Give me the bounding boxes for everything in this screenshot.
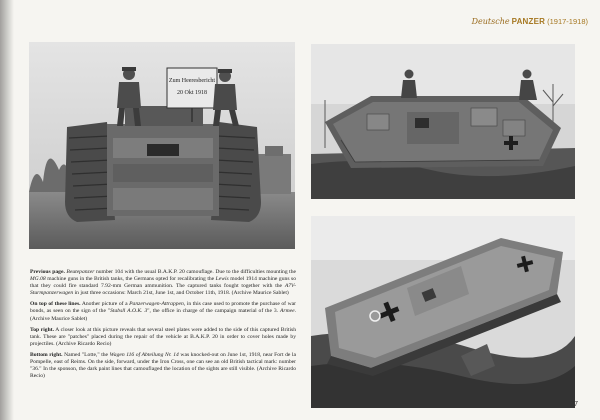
captions: [30, 269, 296, 384]
caption-lead: Previous page.: [30, 269, 65, 275]
running-head: [472, 17, 588, 26]
sign-line-1: Zum Heeresbericht: [168, 78, 216, 84]
caption-on-top-of-these-lines: On top of these lines. Another picture of a Panzerwagen-Attrappen, in this case used to promote the purchase of war bonds, as seen on the sign of the "Stabsll A.O.K. 3", the office in charge of the campaign material of the 3. Armee. (Archive Maurice Sablet): [30, 301, 296, 322]
sign-line-2: 20 Okt 1918: [177, 90, 207, 96]
running-head-years: (1917-1918): [547, 17, 588, 26]
caption-lead: On top of these lines.: [30, 301, 81, 308]
running-head-book: Deutsche: [471, 17, 510, 26]
gutter-shadow: [0, 0, 14, 420]
caption-previous-page: Previous page. Beutepanzer number 104 with the usual B.A.K.P. 20 camouflage. Due to the difficulties mounting the MG.08 machine guns in the British tanks, the Germans opted for recalibrating the Lewis model 1914 machine guns so that they could fire standard 7.92-mm German ammunition. The captured tanks fought together with the A7V-Sturmpanzerwagen in just three occasions: March 21st, June 1st, and October 11th, 1918. (Archive Maurice Sablet): [30, 269, 297, 297]
caption-lead: Top right.: [30, 326, 54, 333]
photo-tank-lotte-knocked-out: [311, 216, 575, 408]
photo-tank-side-patched: [311, 44, 575, 199]
running-head-series: PANZER: [511, 17, 546, 26]
caption-lead: Bottom right.: [30, 351, 63, 358]
page-number: 27: [570, 401, 578, 408]
caption-top-right: Top right. A closer look at this picture reveals that several steel plates were added to the side of this captured British tank. These are "patches" placed during the repair of the vehicle at B.A.K.P. 20 in order to cover holes made by projectiles. (Archive Ricardo Recio): [30, 326, 296, 347]
photo-tank-front: [29, 42, 295, 249]
caption-bottom-right: Bottom right. Named "Lotte," the Wagen 116 of Abteilung Nr. 14 was knocked-out on June 1st, 1918, near Fort de la Pompelle, east of Reims. On the side, forward, under the Iron Cross, one can see an old British tactical mark: number "36." In the sponson, the dark paint lines that camouflaged the location of the sights are still visible. (Archive Ricardo Recio): [30, 351, 296, 380]
